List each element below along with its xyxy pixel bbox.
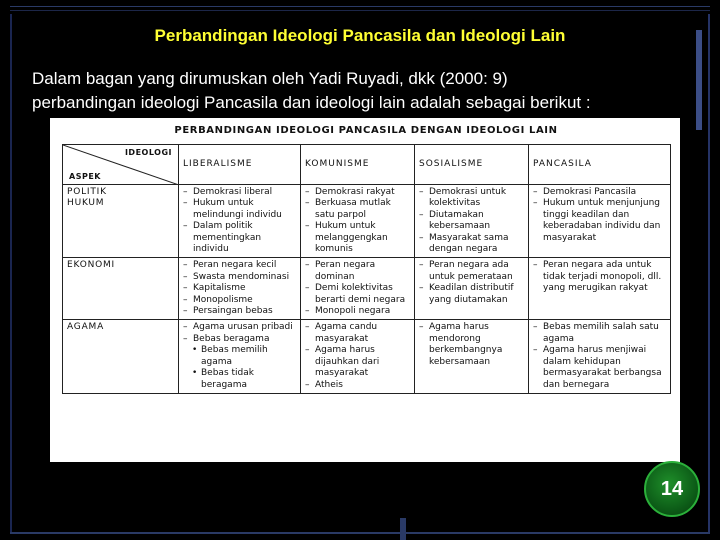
- cell-politik-liberalisme: [179, 185, 301, 258]
- column-header-pancasila: PANCASILA: [529, 145, 671, 185]
- list-item: – Demokrasi rakyat: [305, 187, 410, 198]
- aspect-label: HUKUM: [67, 198, 105, 208]
- cell-ekonomi-komunisme: [301, 258, 415, 320]
- table-heading: PERBANDINGAN IDEOLOGI PANCASILA DENGAN IDEOLOGI LAIN: [174, 125, 558, 136]
- aspect-label: EKONOMI: [67, 260, 116, 271]
- cell-politik-komunisme: [301, 185, 415, 258]
- intro-line-1: Dalam bagan yang dirumuskan oleh Yadi Ruyadi, dkk (2000: 9): [32, 69, 508, 88]
- cell-ekonomi-liberalisme: [179, 258, 301, 320]
- aspect-cell-ekonomi: [63, 258, 179, 320]
- column-header-sosialisme: SOSIALISME: [415, 145, 529, 185]
- aspect-cell-agama: [63, 320, 179, 393]
- list-item: – Agama harus dijauhkan dari masyarakat: [305, 345, 410, 379]
- corner-label-aspek: ASPEK: [69, 172, 101, 181]
- list-item: – Agama harus menjiwai dalam kehidupan bermasyarakat berbangsa dan bernegara: [533, 345, 666, 391]
- right-border-line: [708, 14, 710, 534]
- scanned-table-image: [50, 118, 680, 462]
- list-item: – Demi kolektivitas berarti demi negara: [305, 283, 410, 306]
- list-item: – Dalam politik mementingkan individu: [183, 221, 296, 255]
- list-item: – Masyarakat sama dengan negara: [419, 233, 524, 256]
- list-item: – Kapitalisme: [183, 283, 296, 294]
- corner-header-cell: [63, 145, 179, 185]
- cell-agama-komunisme: [301, 320, 415, 393]
- list-item: – Persaingan bebas: [183, 306, 296, 317]
- sub-list-item: • Bebas tidak beragama: [183, 368, 296, 391]
- column-header-komunisme: KOMUNISME: [301, 145, 415, 185]
- list-item: – Hukum untuk melindungi individu: [183, 198, 296, 221]
- cell-politik-pancasila: [529, 185, 671, 258]
- list-item: – Agama candu masyarakat: [305, 322, 410, 345]
- list-item: – Atheis: [305, 380, 410, 391]
- column-header-liberalisme: LIBERALISME: [179, 145, 301, 185]
- list-item: – Monopolisme: [183, 295, 296, 306]
- list-item: – Bebas memilih salah satu agama: [533, 322, 666, 345]
- list-item: – Swasta mendominasi: [183, 272, 296, 283]
- table-row-ekonomi: [63, 258, 671, 320]
- slide-title: Perbandingan Ideologi Pancasila dan Ideologi Lain: [154, 26, 566, 45]
- table-row-politik-hukum: [63, 185, 671, 258]
- list-item: – Peran negara ada untuk pemerataan: [419, 260, 524, 283]
- list-item: – Peran negara kecil: [183, 260, 296, 271]
- cell-ekonomi-sosialisme: [415, 258, 529, 320]
- cell-politik-sosialisme: [415, 185, 529, 258]
- intro-text: [32, 67, 702, 115]
- list-item: – Demokrasi Pancasila: [533, 187, 666, 198]
- list-item: – Peran negara ada untuk tidak terjadi monopoli, dll. yang merugikan rakyat: [533, 260, 666, 294]
- cell-agama-pancasila: [529, 320, 671, 393]
- list-item: – Agama harus mendorong berkembangnya kebersamaan: [419, 322, 524, 368]
- list-item: – Demokrasi liberal: [183, 187, 296, 198]
- page-number-badge: 14: [644, 461, 700, 517]
- bottom-border-line: [10, 532, 710, 534]
- left-border-line: [10, 14, 12, 534]
- list-item: – Hukum untuk menjunjung tinggi keadilan dan keberadaban individu dan masyarakat: [533, 198, 666, 244]
- list-item: – Peran negara dominan: [305, 260, 410, 283]
- corner-label-ideologi: IDEOLOGI: [124, 148, 172, 157]
- aspect-label: POLITIK: [67, 187, 107, 197]
- table-header-row: [63, 145, 671, 185]
- sub-list-item: • Bebas memilih agama: [183, 345, 296, 368]
- table-row-agama: [63, 320, 671, 393]
- aspect-label: AGAMA: [67, 322, 105, 333]
- list-item: – Agama urusan pribadi: [183, 322, 296, 333]
- list-item: – Demokrasi untuk kolektivitas: [419, 187, 524, 210]
- list-item: – Diutamakan kebersamaan: [419, 210, 524, 233]
- aspect-cell-politik-hukum: [63, 185, 179, 258]
- comparison-table: [62, 144, 671, 394]
- cell-agama-sosialisme: [415, 320, 529, 393]
- list-item: – Berkuasa mutlak satu parpol: [305, 198, 410, 221]
- bottom-accent-block: [400, 518, 406, 540]
- list-item: – Keadilan distributif yang diutamakan: [419, 283, 524, 306]
- cell-ekonomi-pancasila: [529, 258, 671, 320]
- list-item: – Hukum untuk melanggengkan komunis: [305, 221, 410, 255]
- intro-line-2: perbandingan ideologi Pancasila dan ideologi lain adalah sebagai berikut :: [32, 93, 591, 112]
- list-item: – Bebas beragama: [183, 334, 296, 345]
- list-item: – Monopoli negara: [305, 306, 410, 317]
- top-decoration: [0, 0, 720, 16]
- cell-agama-liberalisme: [179, 320, 301, 393]
